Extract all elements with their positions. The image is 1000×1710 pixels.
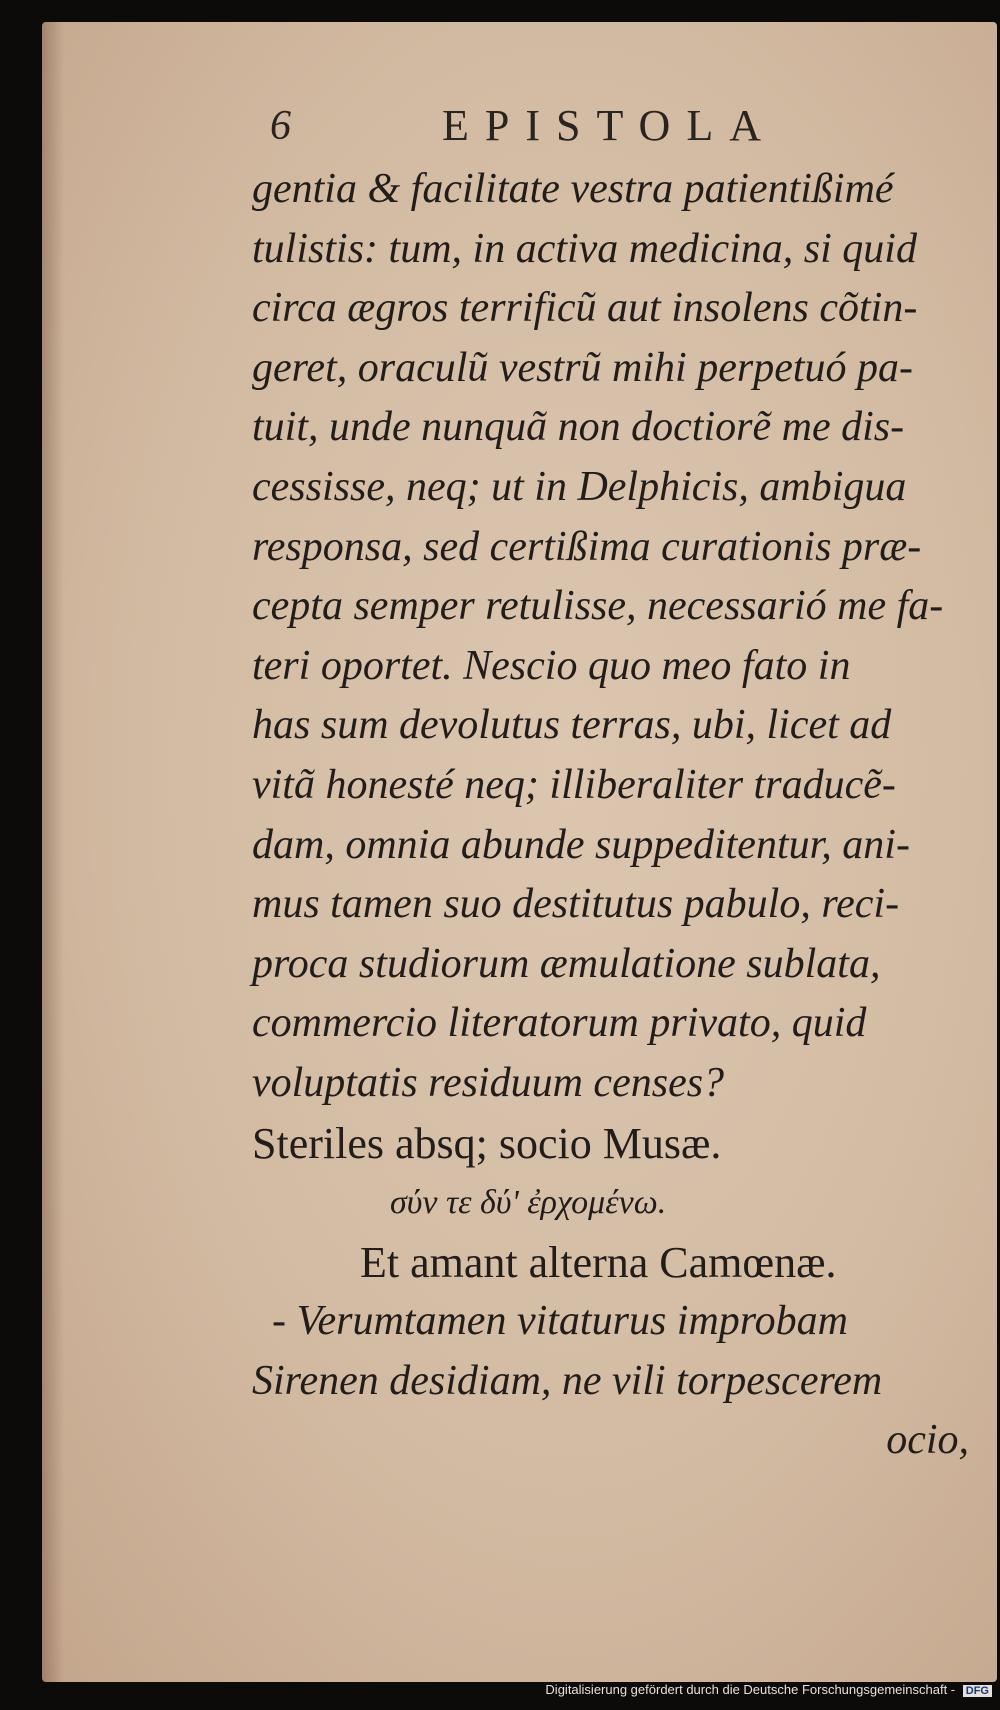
greek-quotation-line: σύν τε δύ' ἐρχομένω.: [390, 1184, 667, 1222]
text-line: vitã honesté neq; illiberaliter traducẽ-: [252, 761, 896, 808]
running-title: EPISTOLA: [442, 101, 777, 150]
text-line: commercio literatorum privato, quid: [252, 1000, 867, 1047]
page-header: [42, 94, 997, 154]
credit-text: Digitalisierung gefördert durch die Deutsche Forschungsgemeinschaft -: [545, 1682, 956, 1697]
text-line: voluptatis residuum censes?: [252, 1059, 725, 1106]
text-line: - Verumtamen vitaturus improbam: [272, 1298, 848, 1345]
text-line: teri oportet. Nescio quo meo fato in: [252, 642, 851, 689]
book-page: [42, 22, 997, 1682]
quotation-line: Steriles absq; socio Musæ.: [252, 1118, 722, 1168]
dfg-logo: DFG: [963, 1685, 992, 1697]
text-line: mus tamen suo destitutus pabulo, reci-: [252, 881, 900, 928]
text-line: cepta semper retulisse, necessarió me fa-: [252, 583, 944, 630]
body-text: [252, 160, 987, 1471]
text-line: geret, oraculũ vestrũ mihi perpetuó pa-: [252, 344, 913, 391]
text-line: circa ægros terrificũ aut insolens cõtin-: [252, 285, 918, 332]
text-line: tuit, unde nunquã non doctiorẽ me dis-: [252, 404, 905, 451]
text-line: Sirenen desidiam, ne vili torpescerem: [252, 1357, 883, 1404]
digitization-credit: [0, 1682, 1000, 1706]
page-number: 6: [270, 103, 291, 149]
text-line: responsa, sed certißima curationis præ-: [252, 523, 922, 570]
text-line: tulistis: tum, in activa medicina, si quid: [252, 225, 917, 272]
text-line: proca studiorum æmulatione sublata,: [252, 940, 881, 987]
text-line: has sum devolutus terras, ubi, licet ad: [252, 702, 892, 749]
quotation-line: Et amant alterna Camœnæ.: [360, 1237, 837, 1287]
text-line: cessisse, neq; ut in Delphicis, ambigua: [252, 463, 907, 510]
text-line: gentia & facilitate vestra patientißimé: [252, 166, 894, 212]
catchword: ocio,: [886, 1417, 969, 1464]
text-line: dam, omnia abunde suppeditentur, ani-: [252, 821, 910, 868]
